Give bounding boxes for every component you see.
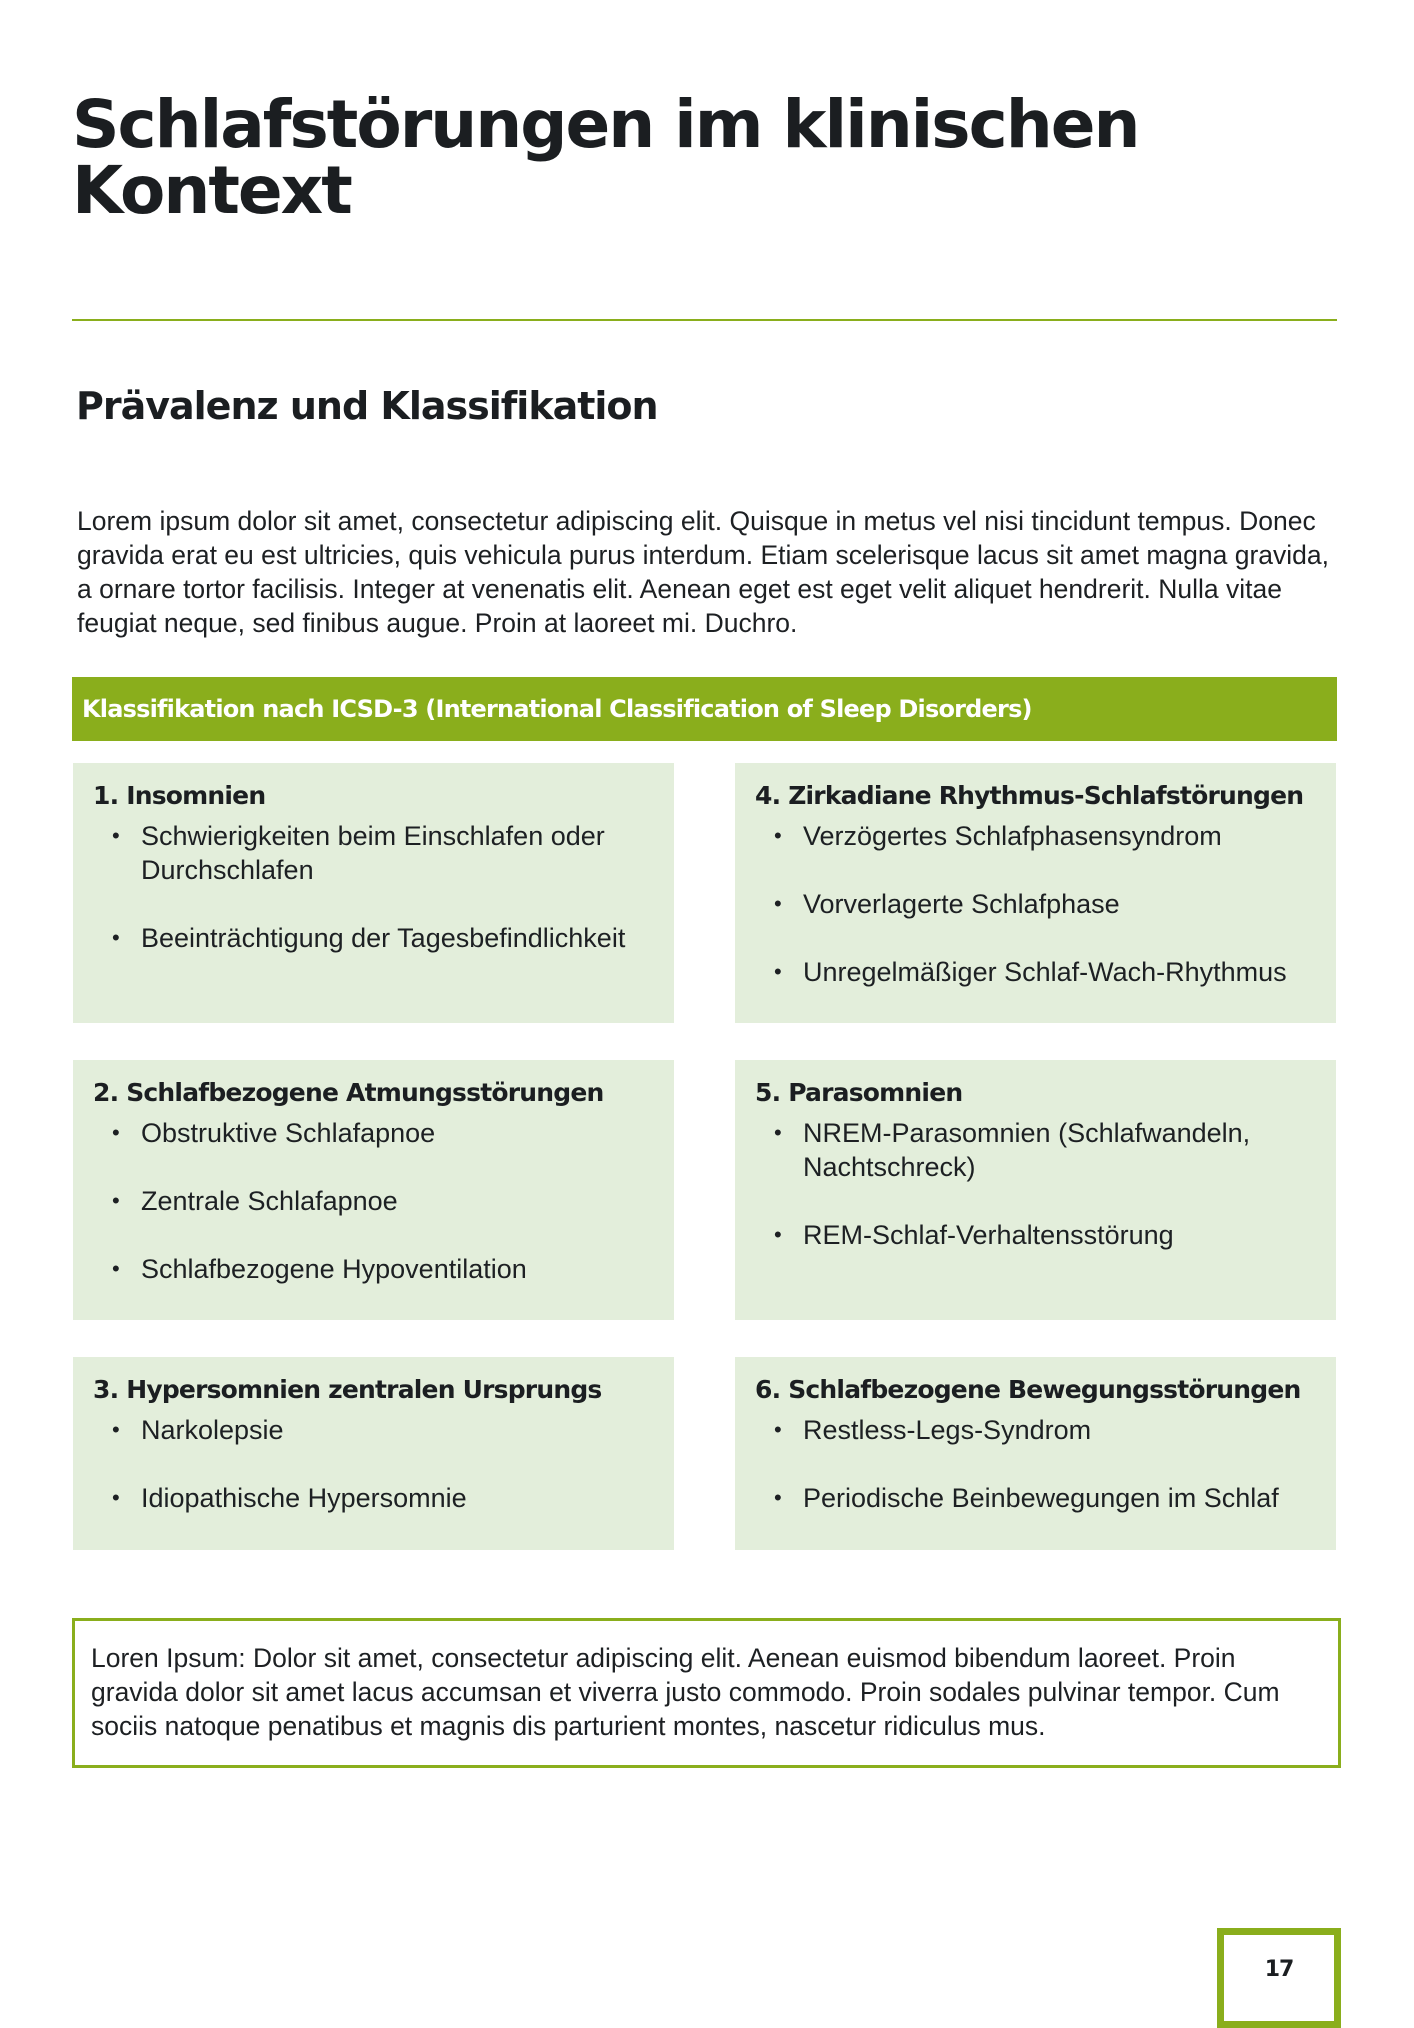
page-number-box [1217, 1928, 1341, 2028]
note-text: Loren Ipsum: Dolor sit amet, consectetur adipiscing elit. Aenean euismod bibendum laoreet. Proin gravida dolor sit amet lacus accumsan et viverra justo commodo. Proin sodales pulvinar tempor. Cum sociis natoque penatibus et magnis dis parturient montes, nascetur ridiculus mus. [91, 1643, 1280, 1741]
category-title: 2. Schlafbezogene Atmungsstörungen [93, 1078, 604, 1107]
category-title: 1. Insomnien [93, 781, 266, 810]
category-card [735, 763, 1336, 1023]
list-item: • NREM-Parasomnien (Schlafwandeln, Nachtschreck) [774, 1118, 1251, 1182]
list-item: • Obstruktive Schlafapnoe [112, 1118, 436, 1148]
list-item: • Beeinträchtigung der Tagesbefindlichkeit [112, 923, 626, 953]
list-item: • Idiopathische Hypersomnie [112, 1483, 467, 1513]
list-item: • Narkolepsie [112, 1415, 284, 1445]
list-item: • Zentrale Schlafapnoe [112, 1186, 398, 1216]
title-divider [72, 319, 1337, 321]
list-item: • Periodische Beinbewegungen im Schlaf [774, 1483, 1279, 1513]
category-card [73, 763, 674, 1023]
category-list [93, 819, 654, 955]
section-heading: Prävalenz und Klassifikation [76, 384, 658, 428]
category-card [735, 1357, 1336, 1550]
page-title: Schlafstörungen im klinischen Kontext [72, 86, 1139, 229]
bullet-icon: • [774, 891, 782, 916]
list-item: • Unregelmäßiger Schlaf-Wach-Rhythmus [774, 957, 1287, 987]
classification-banner-text: Klassifikation nach ICSD-3 (International Classification of Sleep Disorders) [82, 695, 1032, 723]
list-item: • Verzögertes Schlafphasensyndrom [774, 821, 1222, 851]
category-card [73, 1357, 674, 1550]
bullet-icon: • [112, 823, 120, 848]
bullet-icon: • [112, 1485, 120, 1510]
category-list [93, 1413, 654, 1515]
category-title: 6. Schlafbezogene Bewegungsstörungen [755, 1375, 1301, 1404]
bullet-icon: • [774, 959, 782, 984]
list-item: • REM-Schlaf-Verhaltensstörung [774, 1220, 1174, 1250]
category-title: 4. Zirkadiane Rhythmus-Schlafstörungen [755, 781, 1304, 810]
category-list [93, 1116, 654, 1286]
category-title: 5. Parasomnien [755, 1078, 963, 1107]
bullet-icon: • [774, 1417, 782, 1442]
category-card [73, 1060, 674, 1320]
bullet-icon: • [112, 1256, 120, 1281]
bullet-icon: • [774, 1485, 782, 1510]
list-item: • Restless-Legs-Syndrom [774, 1415, 1092, 1445]
bullet-icon: • [774, 823, 782, 848]
bullet-icon: • [112, 925, 120, 950]
category-card [735, 1060, 1336, 1320]
category-list [755, 1116, 1316, 1252]
bullet-icon: • [112, 1188, 120, 1213]
bullet-icon: • [774, 1222, 782, 1247]
note-box [72, 1618, 1341, 1768]
category-list [755, 1413, 1316, 1515]
category-title: 3. Hypersomnien zentralen Ursprungs [93, 1375, 602, 1404]
bullet-icon: • [112, 1120, 120, 1145]
category-list [755, 819, 1316, 989]
list-item: • Schlafbezogene Hypoventilation [112, 1254, 527, 1284]
bullet-icon: • [112, 1417, 120, 1442]
intro-paragraph: Lorem ipsum dolor sit amet, consectetur adipiscing elit. Quisque in metus vel nisi tincidunt tempus. Donec gravida erat eu est ultricies, quis vehicula purus interdum. Etiam scelerisque lacus sit amet magna gravida, a ornare tortor facilisis. Integer at venenatis elit. Aenean eget est eget velit aliquet hendrerit. Nulla vitae feugiat neque, sed finibus augue. Proin at laoreet mi. Duchro. [77, 506, 1329, 638]
classification-banner [72, 677, 1337, 741]
bullet-icon: • [774, 1120, 782, 1145]
list-item: • Vorverlagerte Schlafphase [774, 889, 1120, 919]
page-number: 17 [1264, 1957, 1294, 1982]
list-item: • Schwierigkeiten beim Einschlafen oder Durchschlafen [112, 821, 605, 885]
